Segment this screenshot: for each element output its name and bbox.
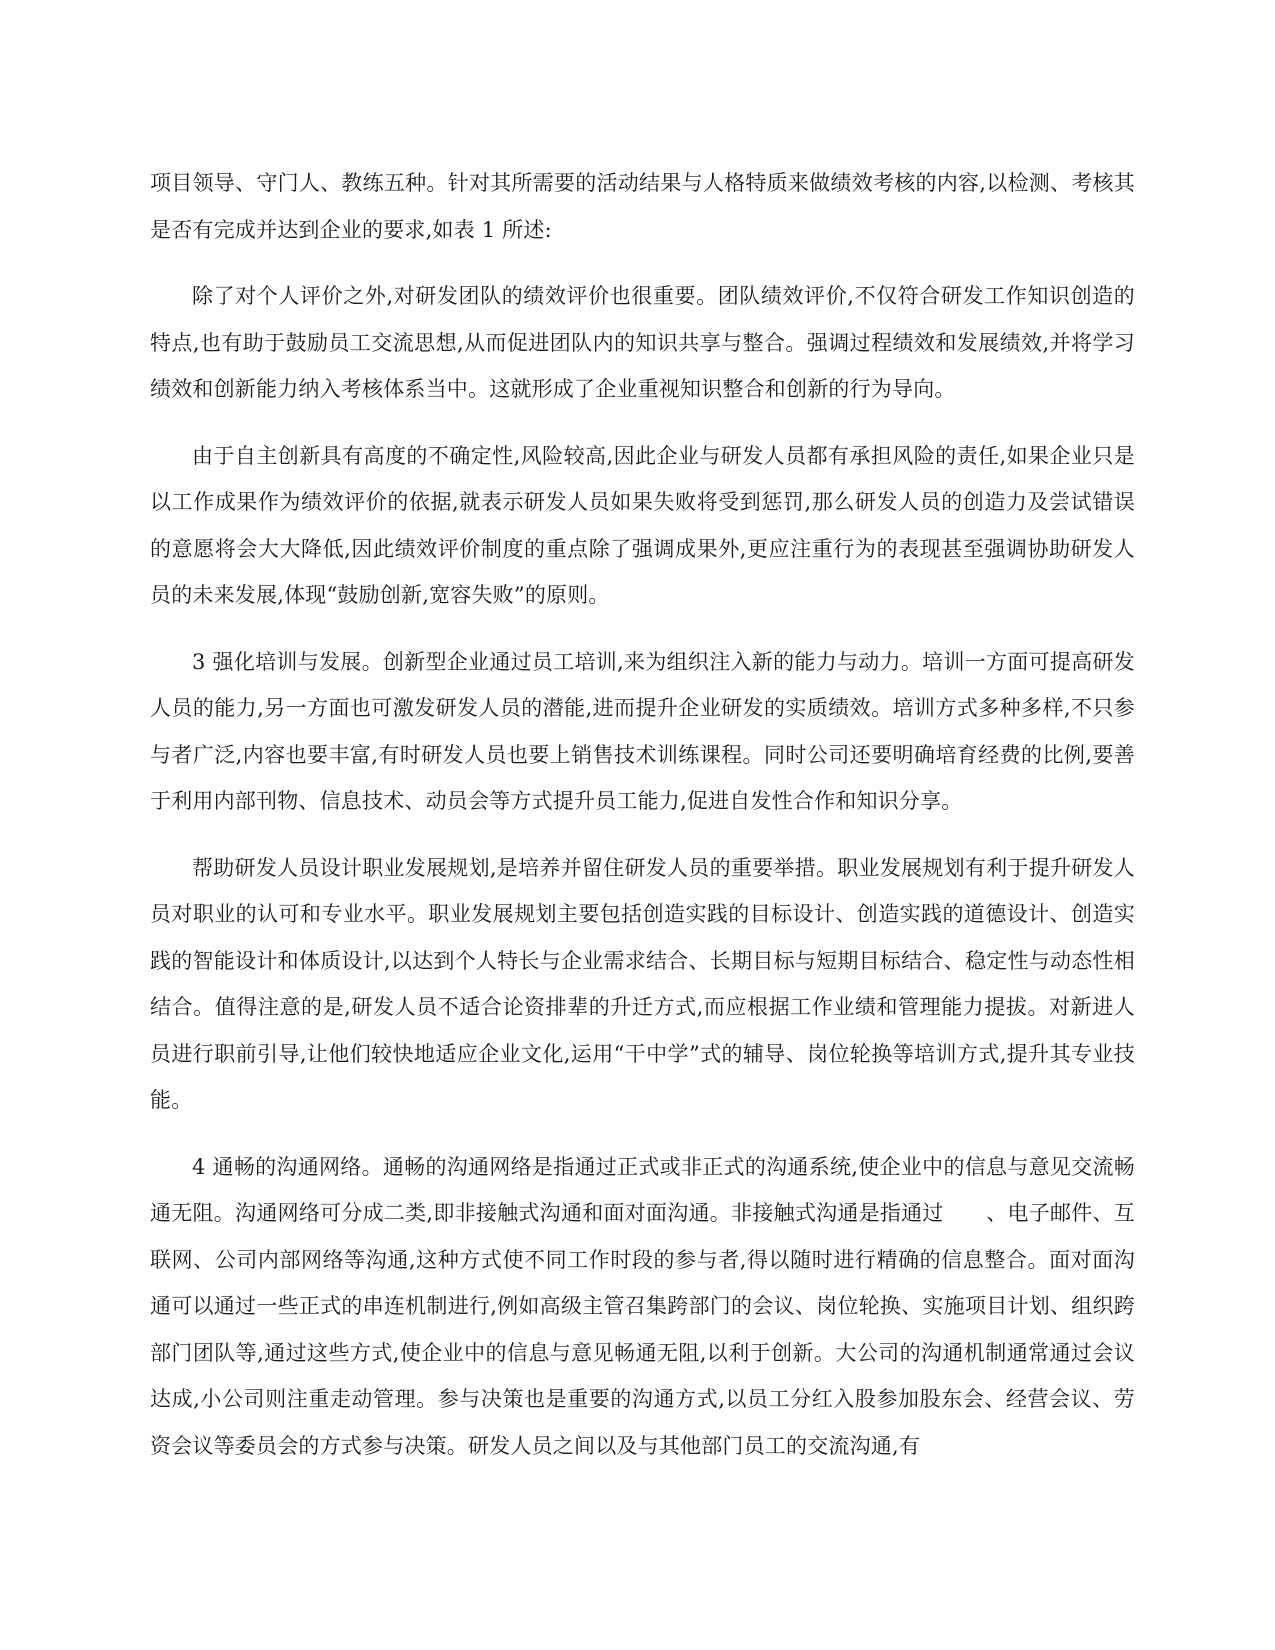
paragraph-risk-tolerance: 由于自主创新具有高度的不确定性,风险较高,因此企业与研发人员都有承担风险的责任,如果企业只是以工作成果作为绩效评价的依据,就表示研发人员如果失败将受到惩罚,那么研发人员的创造力及尝试错误的意愿将会大大降低,因此绩效评价制度的重点除了强调成果外,更应注重行为的表现甚至强调协助研发人员的未来发展,体现“鼓励创新,宽容失败”的原则。 — [150, 443, 1135, 607]
paragraph-communication-network: 4 通畅的沟通网络。通畅的沟通网络是指通过正式或非正式的沟通系统,使企业中的信息与意见交流畅通无阻。沟通网络可分成二类,即非接触式沟通和面对面沟通。非接触式沟通是指通过 、电子邮件、互联网、公司内部网络等沟通,这种方式使不同工作时段的参与者,得以随时进行精确的信息整合。面对面沟通可以通过一些正式的串连机制进行,例如高级主管召集跨部门的会议、岗位轮换、实施项目计划、组织跨部门团队等,通过这些方式,使企业中的信息与意见畅通无阻,以利于创新。大公司的沟通机制通常通过会议达成,小公司则注重走动管理。参与决策也是重要的沟通方式,以员工分红入股参加股东会、经营会议、劳资会议等委员会的方式参与决策。研发人员之间以及与其他部门员工的交流沟通,有 — [150, 1154, 1135, 1458]
paragraph-team-evaluation: 除了对个人评价之外,对研发团队的绩效评价也很重要。团队绩效评价,不仅符合研发工作知识创造的特点,也有助于鼓励员工交流思想,从而促进团队内的知识共享与整合。强调过程绩效和发展绩效,并将学习绩效和创新能力纳入考核体系当中。这就形成了企业重视知识整合和创新的行为导向。 — [150, 284, 1135, 401]
paragraph-training-development: 3 强化培训与发展。创新型企业通过员工培训,来为组织注入新的能力与动力。培训一方面可提高研发人员的能力,另一方面也可激发研发人员的潜能,进而提升企业研发的实质绩效。培训方式多种多样,不只参与者广泛,内容也要丰富,有时研发人员也要上销售技术训练课程。同时公司还要明确培育经费的比例,要善于利用内部刊物、信息技术、动员会等方式提升员工能力,促进自发性合作和知识分享。 — [150, 649, 1135, 813]
document-body — [150, 160, 1135, 1489]
paragraph-continuation: 项目领导、守门人、教练五种。针对其所需要的活动结果与人格特质来做绩效考核的内容,以检测、考核其是否有完成并达到企业的要求,如表 1 所述: — [150, 171, 1135, 242]
paragraph-career-planning: 帮助研发人员设计职业发展规划,是培养并留住研发人员的重要举措。职业发展规划有利于提升研发人员对职业的认可和专业水平。职业发展规划主要包括创造实践的目标设计、创造实践的道德设计、创造实践的智能设计和体质设计,以达到个人特长与企业需求结合、长期目标与短期目标结合、稳定性与动态性相结合。值得注意的是,研发人员不适合论资排辈的升迁方式,而应根据工作业绩和管理能力提拔。对新进人员进行职前引导,让他们较快地适应企业文化,运用“干中学”式的辅导、岗位轮换等培训方式,提升其专业技能。 — [150, 855, 1135, 1112]
